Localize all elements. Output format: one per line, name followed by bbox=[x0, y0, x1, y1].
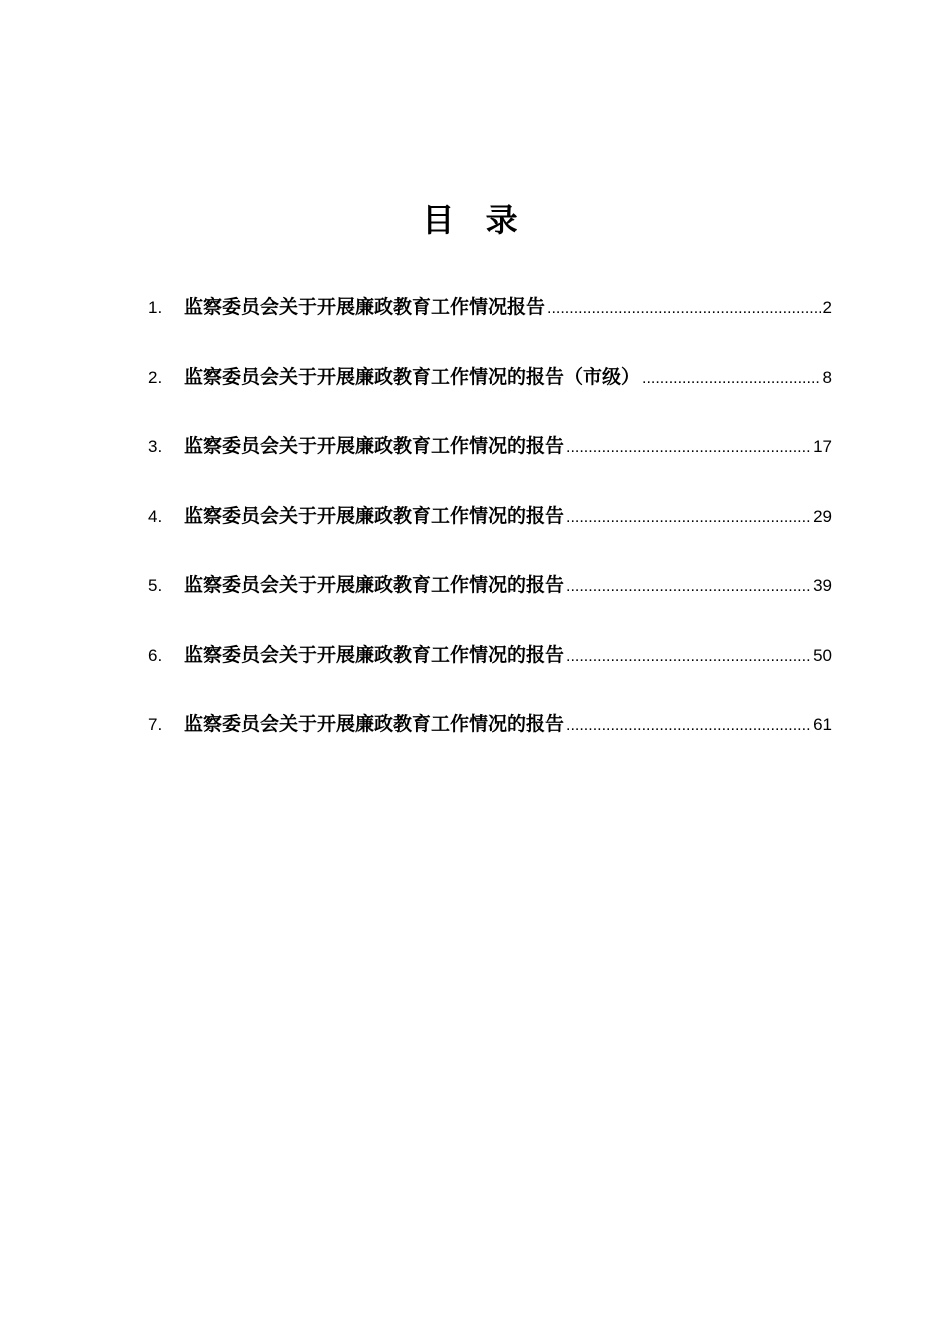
toc-entry-title: 监察委员会关于开展廉政教育工作情况报告 bbox=[184, 296, 546, 318]
toc-entry[interactable] bbox=[148, 637, 832, 707]
toc-entry-page: 50 bbox=[813, 645, 832, 665]
toc-entry[interactable] bbox=[148, 359, 832, 429]
toc-entry-number: 5. bbox=[148, 576, 163, 595]
toc-leader-dots bbox=[566, 500, 811, 536]
toc-entry-number: 2. bbox=[148, 367, 163, 387]
toc-entry-number: 3. bbox=[148, 437, 163, 456]
toc-entry-page: 17 bbox=[813, 437, 832, 456]
toc-leader-dots bbox=[566, 708, 811, 744]
toc-entry-page: 61 bbox=[813, 715, 832, 734]
toc-leader-dots bbox=[566, 639, 811, 675]
toc-entry-page: 2 bbox=[822, 298, 832, 317]
toc-entry[interactable] bbox=[148, 428, 832, 498]
toc-entry[interactable] bbox=[148, 567, 832, 637]
toc-entry-number: 6. bbox=[148, 645, 163, 665]
toc-entry-page: 39 bbox=[813, 576, 832, 595]
toc-entry-title: 监察委员会关于开展廉政教育工作情况的报告 bbox=[184, 435, 565, 457]
toc-entry-page: 8 bbox=[822, 367, 832, 387]
toc-entry[interactable] bbox=[148, 498, 832, 568]
toc-leader-dots bbox=[566, 569, 811, 605]
toc-entry-title: 监察委员会关于开展廉政教育工作情况的报告 bbox=[184, 504, 565, 527]
toc-entry-title: 监察委员会关于开展廉政教育工作情况的报告 bbox=[184, 574, 565, 596]
toc-entry-title: 监察委员会关于开展廉政教育工作情况的报告 bbox=[184, 713, 565, 735]
toc-leader-dots bbox=[566, 430, 811, 466]
toc-entry-number: 4. bbox=[148, 506, 163, 526]
toc-entry-title: 监察委员会关于开展廉政教育工作情况的报告（市级） bbox=[184, 365, 641, 388]
toc-entry-number: 7. bbox=[148, 715, 163, 734]
toc-entry[interactable] bbox=[148, 289, 832, 359]
toc-entry-number: 1. bbox=[148, 298, 163, 317]
toc-title: 目 录 bbox=[422, 201, 528, 239]
toc-leader-dots bbox=[642, 361, 821, 397]
toc-entry-page: 29 bbox=[813, 506, 832, 526]
toc-leader-dots bbox=[547, 291, 821, 327]
toc-list bbox=[148, 289, 832, 776]
toc-entry[interactable] bbox=[148, 706, 832, 776]
toc-entry-title: 监察委员会关于开展廉政教育工作情况的报告 bbox=[184, 643, 565, 666]
